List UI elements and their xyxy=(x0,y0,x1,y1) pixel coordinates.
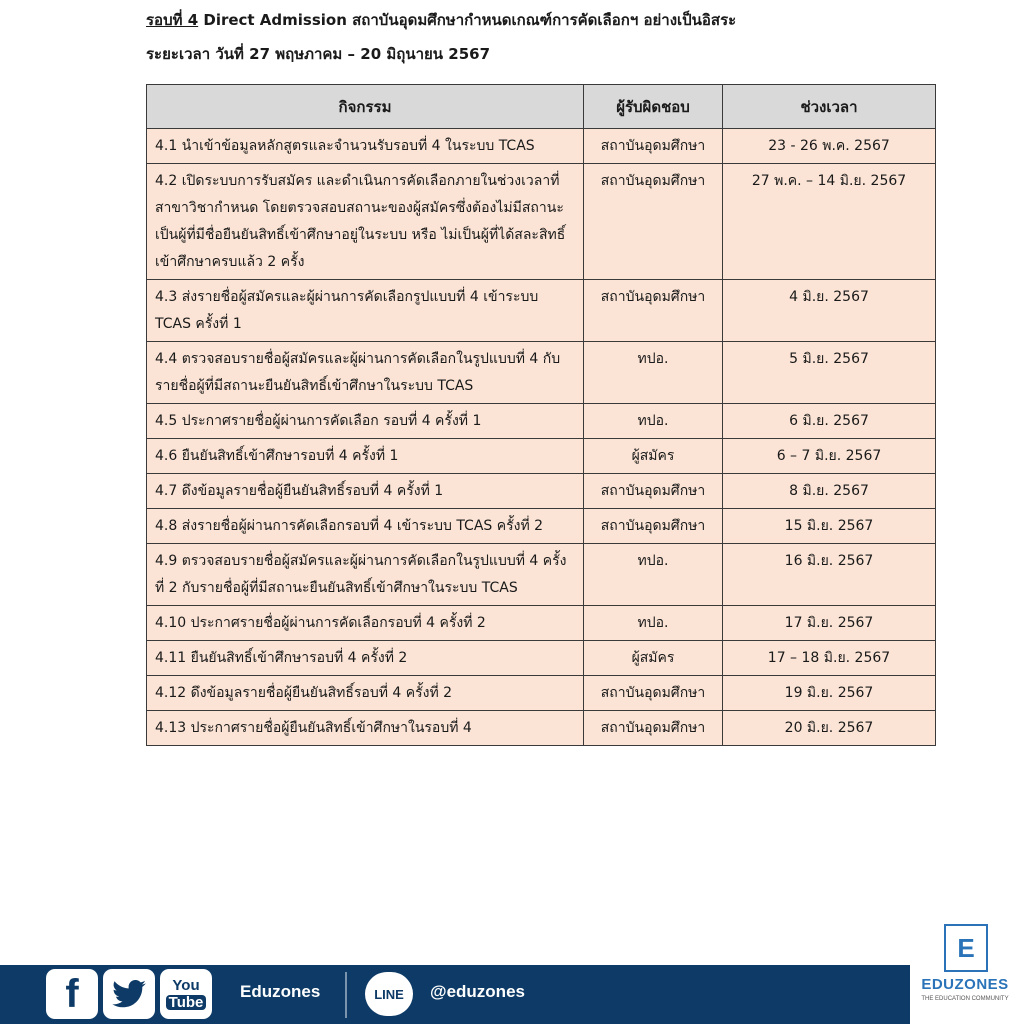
line-handle[interactable]: @eduzones xyxy=(430,982,525,1001)
period-cell: 4 มิ.ย. 2567 xyxy=(723,280,936,342)
header-activity: กิจกรรม xyxy=(147,85,584,129)
responsible-cell: ทปอ. xyxy=(584,544,723,606)
period-cell: 20 มิ.ย. 2567 xyxy=(723,711,936,746)
line-label: LINE xyxy=(374,986,404,1002)
table-row xyxy=(147,641,936,676)
logo-tagline: THE EDUCATION COMMUNITY xyxy=(921,996,1009,1002)
activity-cell: 4.11 ยืนยันสิทธิ์เข้าศึกษารอบที่ 4 ครั้งที่ 2 xyxy=(147,641,584,676)
period-text: ระยะเวลา วันที่ 27 พฤษภาคม – 20 มิถุนายน 2567 xyxy=(146,45,491,63)
period-cell: 17 มิ.ย. 2567 xyxy=(723,606,936,641)
round-label: รอบที่ 4 xyxy=(146,11,199,29)
facebook-glyph: f xyxy=(65,971,79,1016)
activity-cell: 4.2 เปิดระบบการรับสมัคร และดำเนินการคัดเลือกภายในช่วงเวลาที่สาขาวิชากำหนด โดยตรวจสอบสถานะของผู้สมัครซึ่งต้องไม่มีสถานะเป็นผู้ที่มีชื่อยืนยันสิทธิ์เข้าศึกษาอยู่ในระบบ หรือ ไม่เป็นผู้ที่ได้สละสิทธิ์เข้าศึกษาครบแล้ว 2 ครั้ง xyxy=(147,164,584,280)
round-description: Direct Admission สถาบันอุดมศึกษากำหนดเกณฑ์การคัดเลือกฯ อย่างเป็นอิสระ xyxy=(198,11,737,29)
facebook-icon[interactable] xyxy=(46,969,98,1019)
logo-letter: E xyxy=(944,924,988,972)
table-row xyxy=(147,676,936,711)
table-header-row xyxy=(147,85,936,129)
twitter-bird-icon xyxy=(112,980,146,1008)
responsible-cell: ทปอ. xyxy=(584,342,723,404)
activity-cell: 4.5 ประกาศรายชื่อผู้ผ่านการคัดเลือก รอบที่ 4 ครั้งที่ 1 xyxy=(147,404,584,439)
activity-cell: 4.9 ตรวจสอบรายชื่อผู้สมัครและผู้ผ่านการคัดเลือกในรูปแบบที่ 4 ครั้งที่ 2 กับรายชื่อผู้ที่มีสถานะยืนยันสิทธิ์เข้าศึกษาในระบบ TCAS xyxy=(147,544,584,606)
table-row xyxy=(147,711,936,746)
header-period: ช่วงเวลา xyxy=(723,85,936,129)
responsible-cell: สถาบันอุดมศึกษา xyxy=(584,164,723,280)
period-cell: 5 มิ.ย. 2567 xyxy=(723,342,936,404)
footer-divider xyxy=(345,972,347,1018)
period-cell: 17 – 18 มิ.ย. 2567 xyxy=(723,641,936,676)
youtube-label-bottom: Tube xyxy=(166,995,207,1010)
period-cell: 19 มิ.ย. 2567 xyxy=(723,676,936,711)
activity-cell: 4.1 นำเข้าข้อมูลหลักสูตรและจำนวนรับรอบที่ 4 ในระบบ TCAS xyxy=(147,129,584,164)
eduzones-logo xyxy=(910,918,1024,1024)
line-icon[interactable] xyxy=(365,972,413,1016)
activity-cell: 4.13 ประกาศรายชื่อผู้ยืนยันสิทธิ์เข้าศึกษาในรอบที่ 4 xyxy=(147,711,584,746)
activity-cell: 4.3 ส่งรายชื่อผู้สมัครและผู้ผ่านการคัดเลือกรูปแบบที่ 4 เข้าระบบ TCAS ครั้งที่ 1 xyxy=(147,280,584,342)
table-row xyxy=(147,129,936,164)
table-row xyxy=(147,509,936,544)
responsible-cell: ทปอ. xyxy=(584,606,723,641)
logo-name: EDUZONES xyxy=(921,976,1009,993)
activity-cell: 4.8 ส่งรายชื่อผู้ผ่านการคัดเลือกรอบที่ 4 เข้าระบบ TCAS ครั้งที่ 2 xyxy=(147,509,584,544)
responsible-cell: ผู้สมัคร xyxy=(584,439,723,474)
responsible-cell: สถาบันอุดมศึกษา xyxy=(584,509,723,544)
twitter-icon[interactable] xyxy=(103,969,155,1019)
responsible-cell: สถาบันอุดมศึกษา xyxy=(584,474,723,509)
activity-cell: 4.12 ดึงข้อมูลรายชื่อผู้ยืนยันสิทธิ์รอบที่ 4 ครั้งที่ 2 xyxy=(147,676,584,711)
table-row xyxy=(147,342,936,404)
period-cell: 6 – 7 มิ.ย. 2567 xyxy=(723,439,936,474)
period-cell: 8 มิ.ย. 2567 xyxy=(723,474,936,509)
period-cell: 16 มิ.ย. 2567 xyxy=(723,544,936,606)
table-row xyxy=(147,606,936,641)
responsible-cell: สถาบันอุดมศึกษา xyxy=(584,711,723,746)
activity-cell: 4.6 ยืนยันสิทธิ์เข้าศึกษารอบที่ 4 ครั้งที่ 1 xyxy=(147,439,584,474)
table-row xyxy=(147,164,936,280)
schedule-table xyxy=(146,84,936,746)
activity-cell: 4.10 ประกาศรายชื่อผู้ผ่านการคัดเลือกรอบที่ 4 ครั้งที่ 2 xyxy=(147,606,584,641)
table-row xyxy=(147,280,936,342)
table-row xyxy=(147,474,936,509)
youtube-label-top: You xyxy=(172,977,200,994)
table-row xyxy=(147,404,936,439)
responsible-cell: สถาบันอุดมศึกษา xyxy=(584,676,723,711)
document-header xyxy=(146,8,1006,66)
period-cell: 6 มิ.ย. 2567 xyxy=(723,404,936,439)
period-cell: 15 มิ.ย. 2567 xyxy=(723,509,936,544)
period-cell: 23 - 26 พ.ค. 2567 xyxy=(723,129,936,164)
activity-cell: 4.7 ดึงข้อมูลรายชื่อผู้ยืนยันสิทธิ์รอบที่ 4 ครั้งที่ 1 xyxy=(147,474,584,509)
youtube-icon[interactable] xyxy=(160,969,212,1019)
responsible-cell: ผู้สมัคร xyxy=(584,641,723,676)
responsible-cell: สถาบันอุดมศึกษา xyxy=(584,280,723,342)
brand-name[interactable]: Eduzones xyxy=(240,982,321,1001)
table-row xyxy=(147,544,936,606)
header-responsible: ผู้รับผิดชอบ xyxy=(584,85,723,129)
table-row xyxy=(147,439,936,474)
period-cell: 27 พ.ค. – 14 มิ.ย. 2567 xyxy=(723,164,936,280)
responsible-cell: ทปอ. xyxy=(584,404,723,439)
responsible-cell: สถาบันอุดมศึกษา xyxy=(584,129,723,164)
round-title xyxy=(146,8,1006,32)
activity-cell: 4.4 ตรวจสอบรายชื่อผู้สมัครและผู้ผ่านการคัดเลือกในรูปแบบที่ 4 กับรายชื่อผู้ที่มีสถานะยืนยันสิทธิ์เข้าศึกษาในระบบ TCAS xyxy=(147,342,584,404)
